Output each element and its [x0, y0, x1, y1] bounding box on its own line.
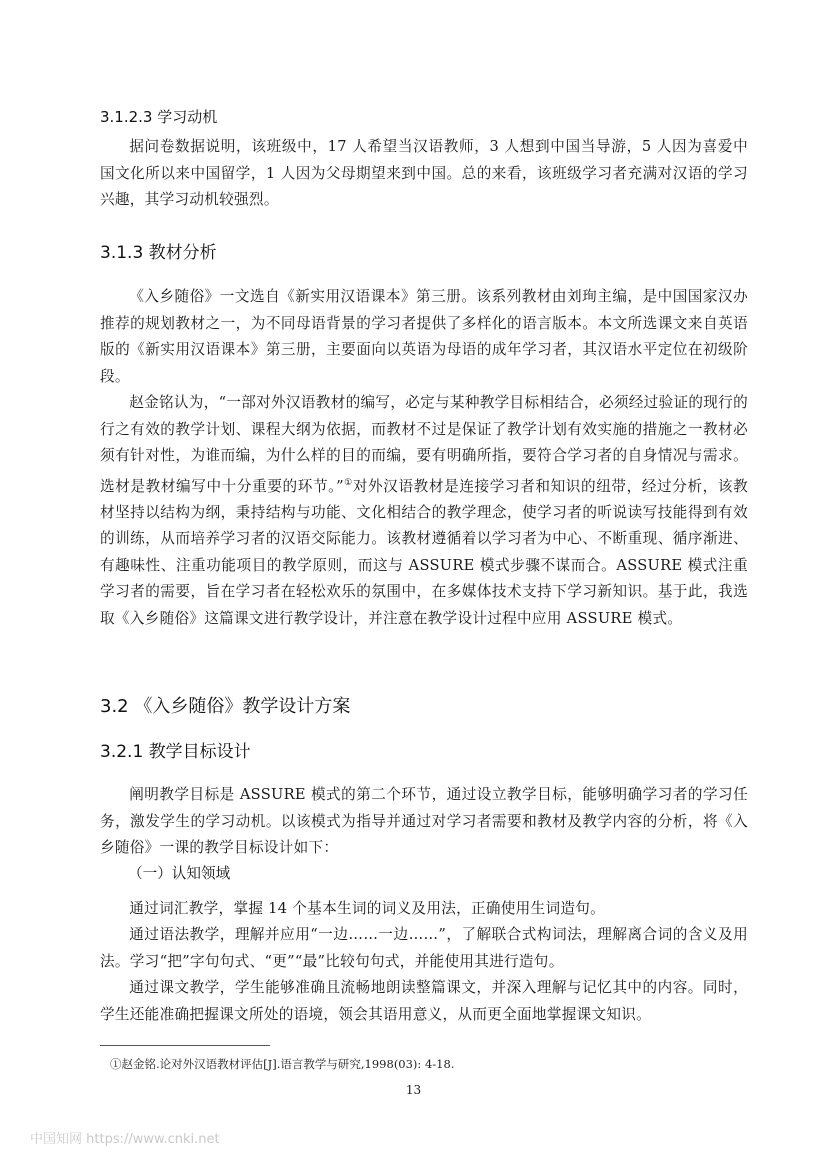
paragraph-motivation: 据问卷数据说明，该班级中，17 人希望当汉语教师，3 人想到中国当导游，5 人因为喜爱中国文化所以来中国留学，1 人因为父母期望来到中国。总的来看，该班级学习者充满对汉语的学习兴趣，其学习动机较强烈。 — [100, 138, 748, 208]
heading-3-1-2-3: 3.1.2.3 学习动机 — [100, 108, 218, 126]
paragraph-textbook-analysis — [100, 390, 748, 632]
analysis-text: 对外汉语教材是连接学习者和知识的纽带，经过分析，该教材坚持以结构为纲，秉持结构与功能、文化相结合的教学理念，使学习者的听说读写技能得到有效的训练，从而培养学习者的汉语交际能力。该教材遵循着以学习者为中心、不断重现、循序渐进、有趣味性、注重功能项目的教学原则，而这与 ASSURE 模式步骤不谋而合。ASSURE 模式注重学习者的需要，旨在学习者在轻松欢乐的氛围中，在多媒体技术支持下学习新知识。基于此，我选取《入乡随俗》这篇课文进行教学设计，并注意在教学设计过程中应用 ASSURE 模式。 — [100, 477, 748, 627]
paragraph-text: 通过课文教学，学生能够准确且流畅地朗读整篇课文，并深入理解与记忆其中的内容。同时，学生还能准确把握课文所处的语境，领会其语用意义，从而更全面地掌握课文知识。 — [100, 979, 748, 1023]
footnote-divider — [100, 1045, 270, 1046]
footnote: ①赵金铭.论对外汉语教材评估[J].语言教学与研究,1998(03): 4-18. — [110, 1057, 455, 1071]
paragraph-textbook-intro: 《入乡随俗》一文选自《新实用汉语课本》第三册。该系列教材由刘珣主编，是中国国家汉办推荐的规划教材之一，为不同母语背景的学习者提供了多样化的语言版本。本文所选课文来自英语版的《新实用汉语课本》第三册，主要面向以英语为母语的成年学习者，其汉语水平定位在初级阶段。 — [100, 288, 748, 385]
subheading-cognitive: （一）认知领域 — [128, 865, 231, 882]
watermark: 中国知网 https://www.cnki.net — [30, 1132, 220, 1147]
footnote-marker[interactable]: ① — [343, 477, 353, 488]
heading-3-1-3: 3.1.3 教材分析 — [100, 243, 217, 263]
paragraph-objectives: 阐明教学目标是 ASSURE 模式的第二个环节，通过设立教学目标，能够明确学习者的学习任务，激发学生的学习动机。以该模式为指导并通过对学习者需要和教材及教学内容的分析，将《入乡随俗》一课的教学目标设计如下： — [100, 786, 748, 856]
paragraph-vocab: 通过词汇教学，掌握 14 个基本生词的词义及用法，正确使用生词造句。 — [129, 900, 606, 917]
paragraph-grammar: 通过语法教学，理解并应用“一边……一边……”，了解联合式构词法，理解离合词的含义及用法。学习“把”字句句式、“更”“最”比较句句式，并能使用其进行造句。 — [100, 926, 748, 970]
page-number: 13 — [405, 1083, 422, 1097]
quote-text: 赵金铭认为，“一部对外汉语教材的编写，必定与某种教学目标相结合，必须经过验证的现行的行之有效的教学计划、课程大纲为依据，而教材不过是保证了教学计划有效实施的措施之一教材必须有针对性，为谁而编，为什么样的目的而编，要有明确所指，要符合学习者的自身情况与需求。选材是教材编写中十分重要的环节。” — [100, 394, 748, 495]
heading-3-2-1: 3.2.1 教学目标设计 — [100, 742, 251, 762]
heading-3-2: 3.2 《入乡随俗》教学设计方案 — [100, 696, 351, 717]
